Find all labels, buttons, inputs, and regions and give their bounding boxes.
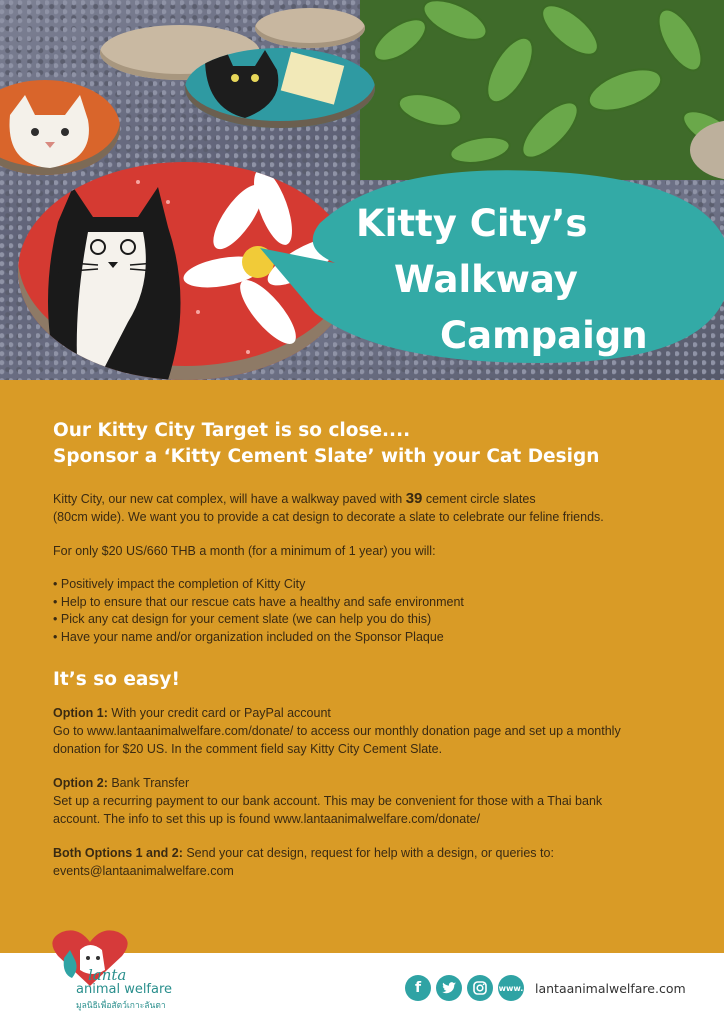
list-item: • Positively impact the completion of Kitty City [53, 576, 684, 594]
option-title: With your credit card or PayPal account [107, 706, 331, 720]
plain-slate [255, 8, 365, 48]
footer [0, 953, 724, 1024]
option-text: account. The info to set this up is found www.lantaanimalwelfare.com/donate/ [53, 812, 481, 826]
teal-cat-slate [185, 48, 375, 128]
option-text: Set up a recurring payment to our bank account. This may be convenient for those with a Thai bank [53, 794, 603, 808]
social-links [405, 975, 686, 1001]
benefits-list [53, 576, 684, 646]
instagram-icon[interactable] [467, 975, 493, 1001]
headline-line: Our Kitty City Target is so close.... [53, 420, 411, 441]
list-item: • Have your name and/or organization included on the Sponsor Plaque [53, 629, 684, 647]
intro-text: (80cm wide). We want you to provide a cat design to decorate a slate to celebrate our feline friends. [53, 510, 604, 524]
campaign-title [350, 196, 710, 364]
headline-line: Sponsor a ‘Kitty Cement Slate’ with your Cat Design [53, 446, 600, 467]
option-title: Send your cat design, request for help with a design, or queries to: [182, 846, 554, 860]
option-2 [53, 774, 684, 828]
both-options [53, 844, 684, 880]
logo-thai-text: มูลนิธิเพื่อสัตว์เกาะลันตา [76, 1000, 166, 1010]
option-text: Go to www.lantaanimalwelfare.com/donate/ to access our monthly donation page and set up a monthly [53, 724, 621, 738]
orange-cat-slate [0, 80, 120, 175]
title-line: Walkway [394, 258, 578, 301]
headline [53, 418, 684, 470]
option-title: Bank Transfer [107, 776, 190, 790]
twitter-icon[interactable] [436, 975, 462, 1001]
option-label: Option 1: [53, 706, 108, 720]
www-icon[interactable]: www. [498, 975, 524, 1001]
lanta-animal-welfare-logo [50, 928, 180, 1023]
website-link[interactable]: lantaanimalwelfare.com [535, 980, 686, 996]
title-line: Campaign [440, 314, 648, 357]
content-panel [0, 380, 724, 953]
title-line: Kitty City’s [356, 202, 588, 245]
intro-text: cement circle slates [422, 492, 536, 506]
option-label: Option 2: [53, 776, 108, 790]
offer-text: For only $20 US/660 THB a month (for a minimum of 1 year) you will: [53, 544, 436, 558]
speech-bubble [240, 168, 724, 368]
list-item: • Pick any cat design for your cement slate (we can help you do this) [53, 611, 684, 629]
option-text: donation for $20 US. In the comment field say Kitty City Cement Slate. [53, 742, 443, 756]
intro-text: Kitty City, our new cat complex, will have a walkway paved with [53, 492, 406, 506]
slate-count: 39 [405, 490, 423, 507]
plant-leaves [360, 0, 724, 180]
intro-paragraph [53, 490, 684, 526]
list-item: • Help to ensure that our rescue cats have a healthy and safe environment [53, 594, 684, 612]
logo-name-text: animal welfare [76, 982, 173, 997]
logo-lanta-text: lanta [88, 966, 127, 984]
hero-photo [0, 0, 724, 380]
option-1 [53, 704, 684, 758]
contact-email[interactable]: events@lantaanimalwelfare.com [53, 864, 234, 878]
easy-heading: It’s so easy! [53, 669, 180, 690]
option-label: Both Options 1 and 2: [53, 846, 183, 860]
facebook-icon[interactable]: f [405, 975, 431, 1001]
